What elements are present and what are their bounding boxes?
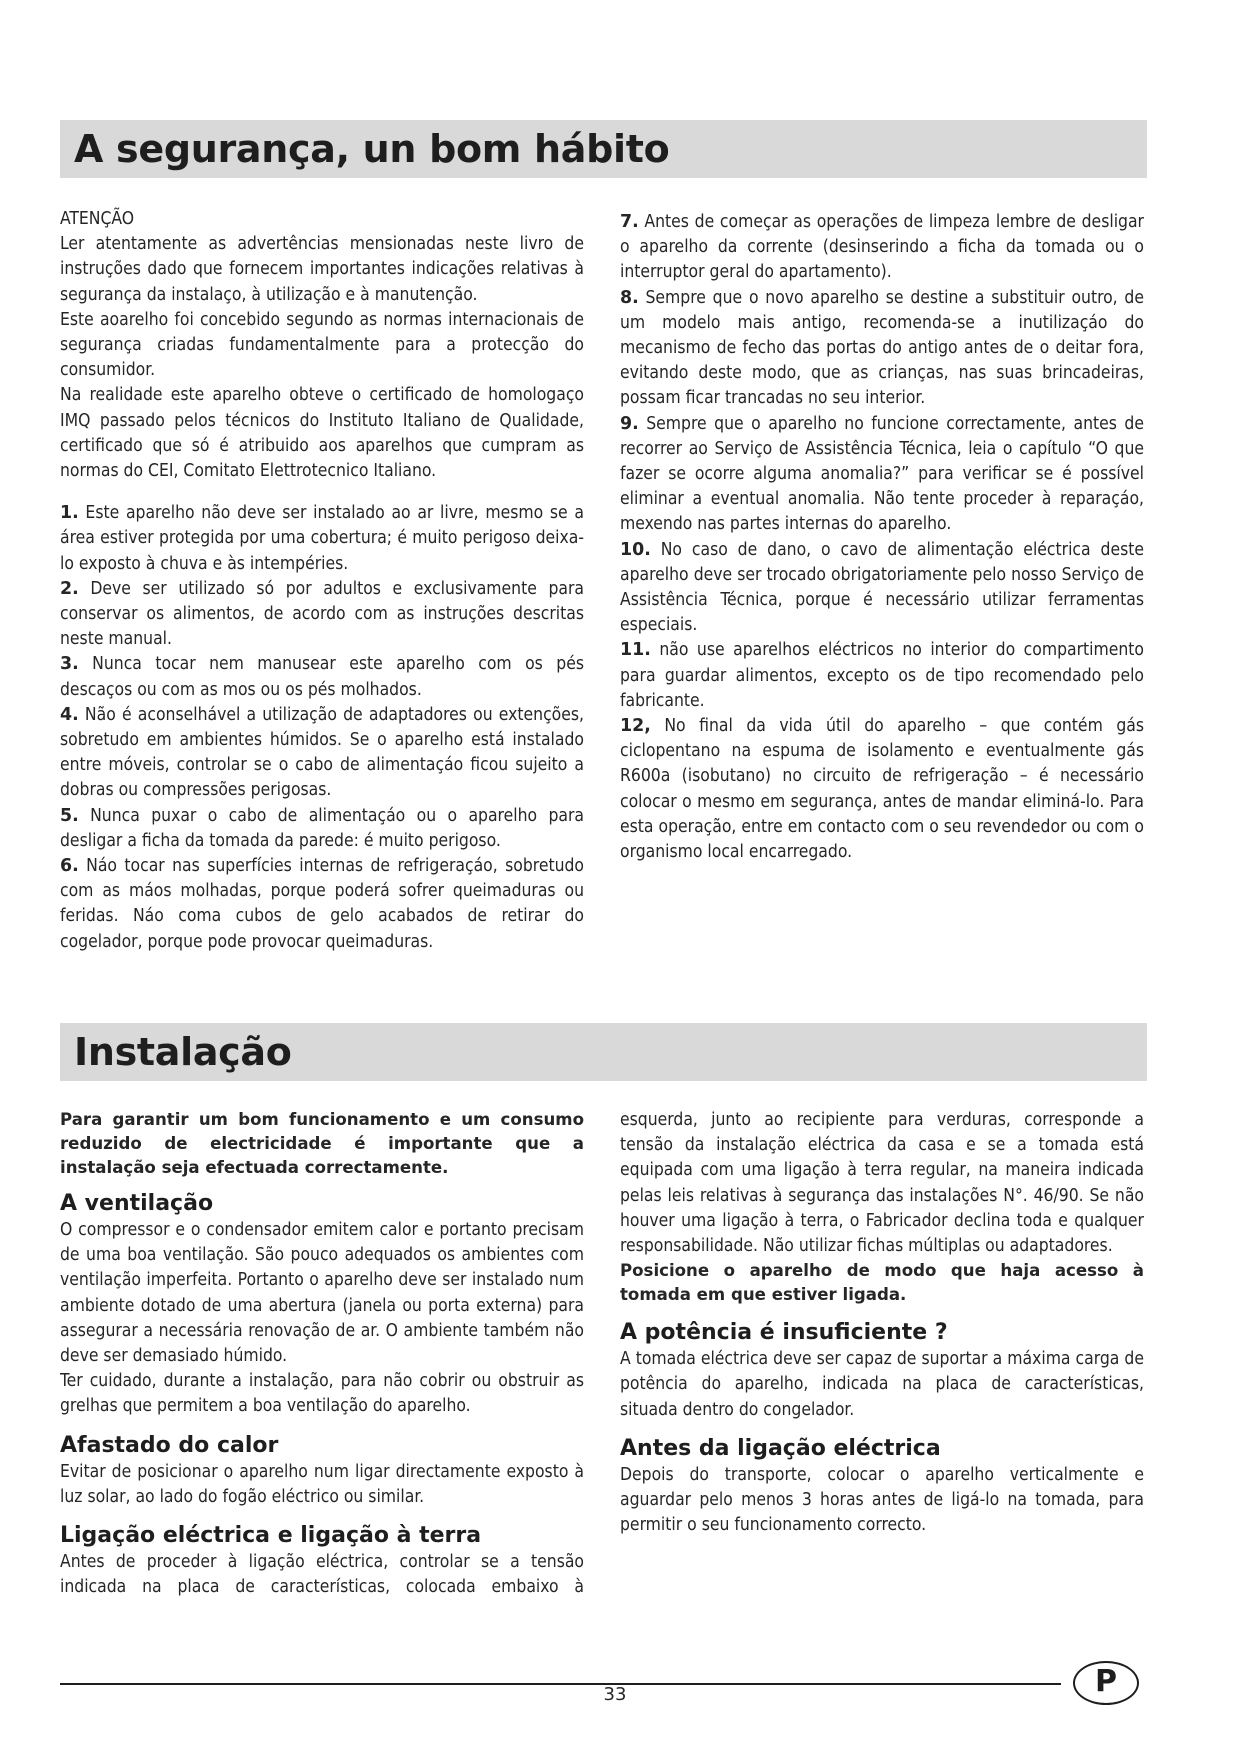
item-text: Nunca tocar nem manusear este aparelho com os pés descaços ou com as mos ou os pés molhados. (60, 654, 584, 700)
item-text: No final da vida útil do aparelho – que contém gás ciclopentano na espuma de isolamento e eventualmente gás R600a (isobutano) no circuito de refrigeração – é necessário colocar o mesmo em segurança, antes de mandar eliminá-lo. Para esta operação, entre em contacto com o seu revendedor ou com o organismo local encarregado. (620, 716, 1144, 863)
item-number: 12, (620, 716, 651, 737)
numbered-item (620, 538, 1144, 639)
safety-column-left (60, 207, 584, 955)
installation-column-left (60, 1108, 584, 1600)
item-number: 8. (620, 287, 639, 308)
section-title: Instalação (74, 1030, 292, 1074)
item-number: 6. (60, 856, 79, 877)
paragraph: Antes de proceder à ligação eléctrica, controlar se a tensão indicada na placa de características, colocada embaixo à (60, 1552, 584, 1598)
item-number: 4. (60, 704, 79, 725)
safety-column-right (620, 210, 1144, 865)
item-text: Ler atentamente as advertências mensionadas neste livro de instruções dado que fornecem importantes indicações relativas à segurança da instalaço, à utilização e à manutenção. (60, 234, 584, 305)
language-badge: P (1073, 1661, 1139, 1705)
item-number: 1. (60, 503, 79, 524)
paragraph: Depois do transporte, colocar o aparelho verticalmente e aguardar pelo menos 3 horas antes de ligá-lo na tomada, para permitir o seu funcionamento correcto. (620, 1464, 1144, 1536)
item-text: Nunca puxar o cabo de alimentaçáo ou o aparelho para desligar a ficha da tomada da parede: é muito perigoso. (60, 805, 584, 851)
section-title: A segurança, un bom hábito (74, 127, 670, 171)
numbered-item (60, 652, 584, 702)
paragraph: esquerda, junto ao recipiente para verduras, corresponde a tensão da instalação eléctrica da casa e se a tomada está equipada com uma ligação à terra regular, na maneira indicada pelas leis relativas à segurança das instalações N°. 46/90. Se não houver uma ligação à terra, o Fabricador declina toda e qualquer responsabilidade. Não utilizar fichas múltiplas ou adaptadores. (620, 1110, 1144, 1257)
bold-notice: Posicione o aparelho de modo que haja acesso à tomada em que estiver ligada. (620, 1261, 1144, 1305)
item-text: No caso de dano, o cavo de alimentação eléctrica deste aparelho deve ser trocado obrigatoriamente pelo nosso Serviço de Assistência Técnica, porque é necessário utilizar ferramentas especiais. (620, 539, 1144, 636)
item-text: Deve ser utilizado só por adultos e exclusivamente para conservar os alimentos, de acordo com as instruções descritas neste manual. (60, 578, 584, 650)
paragraph: O compressor e o condensador emitem calor e portanto precisam de uma boa ventilação. São pouco adequados os ambientes com ventilação imperfeita. Portanto o aparelho deve ser instalado num ambiente dotado de uma abertura (janela ou porta externa) para assegurar a necessária renovação de ar. O ambiente também não deve ser demasiado húmido. (60, 1220, 584, 1367)
heading-ligacao-eletrica: Ligação eléctrica e ligação à terra (60, 1523, 482, 1549)
item-text: Náo tocar nas superfícies internas de refrigeraçáo, sobretudo com as máos molhadas, porque poderá sofrer queimaduras ou feridas. Náo coma cubos de gelo acabados de retirar do cogelador, porque pode provocar queimaduras. (60, 856, 584, 952)
numbered-item (60, 703, 584, 804)
heading-antes-ligacao: Antes da ligação eléctrica (620, 1435, 941, 1461)
item-number: 3. (60, 654, 79, 675)
paragraph (60, 232, 584, 308)
item-text: Sempre que o aparelho no funcione correctamente, antes de recorrer ao Serviço de Assistência Técnica, leia o capítulo “O que fazer se ocorre alguma anomalia?” para verificar se é possível eliminar a eventual anomalia. Não tente proceder à reparaçáo, mexendo nas partes internas do aparelho. (620, 413, 1144, 535)
item-text: Este aparelho não deve ser instalado ao ar livre, mesmo se a área estiver protegida por uma cobertura; é muito perigoso deixa-lo exposto à chuva e às intempéries. (60, 503, 584, 574)
heading-potencia: A potência é insuficiente ? (620, 1320, 948, 1346)
numbered-item (620, 638, 1144, 714)
item-number: 9. (620, 413, 639, 434)
item-text: Este aoarelho foi concebido segundo as normas internacionais de segurança criadas fundamentalmente para a protecção do consumidor. (60, 309, 584, 381)
numbered-item (60, 804, 584, 854)
paragraph: Ter cuidado, durante a instalação, para não cobrir ou obstruir as grelhas que permitem a boa ventilação do aparelho. (60, 1371, 584, 1417)
item-text: não use aparelhos eléctricos no interior do compartimento para guardar alimentos, excepto os de tipo recomendado pelo fabricante. (620, 640, 1144, 711)
item-number: 2. (60, 578, 79, 599)
paragraph (60, 308, 584, 384)
section-header-seguranca (60, 120, 1147, 178)
numbered-item (620, 412, 1144, 538)
numbered-item (60, 854, 584, 955)
item-number: 7. (620, 212, 639, 232)
heading-ventilacao: A ventilação (60, 1191, 214, 1216)
item-text: Sempre que o novo aparelho se destine a substituir outro, de um modelo mais antigo, recomenda-se a inutilizaçáo do mecanismo de fecho das portas do antigo antes de o deitar fora, evitando deste modo, que as crianças, nas suas brincadeiras, possam ficar trancadas no seu interior. (620, 287, 1144, 409)
paragraph (60, 383, 584, 484)
paragraph: Evitar de posicionar o aparelho num ligar directamente exposto à luz solar, ao lado do fogão eléctrico ou similar. (60, 1461, 584, 1507)
installation-intro: Para garantir um bom funcionamento e um consumo reduzido de electricidade é importante que a instalação seja efectuada correctamente. (60, 1110, 584, 1177)
numbered-item (620, 714, 1144, 865)
page-number: 33 (603, 1684, 627, 1705)
footer-rule (60, 1683, 1061, 1685)
numbered-item (60, 577, 584, 653)
heading-afastado-calor: Afastado do calor (60, 1432, 279, 1458)
numbered-item (620, 286, 1144, 412)
paragraph-gap (60, 484, 584, 501)
installation-column-right (620, 1108, 1144, 1538)
numbered-item (60, 501, 584, 577)
item-number: 10. (620, 539, 651, 560)
item-number: 11. (620, 640, 651, 661)
paragraph: A tomada eléctrica deve ser capaz de suportar a máxima carga de potência do aparelho, indicada na placa de características, situada dentro do congelador. (620, 1349, 1144, 1420)
item-text: Na realidade este aparelho obteve o certificado de homologaço IMQ passado pelos técnicos do Instituto Italiano de Qualidade, certificado que só é atribuido aos aparelhos que cumpram as normas do CEI, Comitato Elettrotecnico Italiano. (60, 385, 584, 482)
item-text: Antes de começar as operações de limpeza lembre de desligar o aparelho da corrente (desinserindo a ficha da tomada ou o interruptor geral do apartamento). (620, 212, 1144, 283)
paragraph (60, 207, 584, 232)
item-number: 5. (60, 805, 79, 826)
section-header-instalacao (60, 1023, 1147, 1081)
item-text: ATENÇÃO (60, 209, 135, 229)
numbered-item (620, 210, 1144, 286)
item-text: Não é aconselhável a utilização de adaptadores ou extenções, sobretudo em ambientes húmidos. Se o aparelho está instalado entre móveis, controlar se o cabo de alimentaçáo ficou sujeito a dobras ou compressões perigosas. (60, 704, 584, 801)
